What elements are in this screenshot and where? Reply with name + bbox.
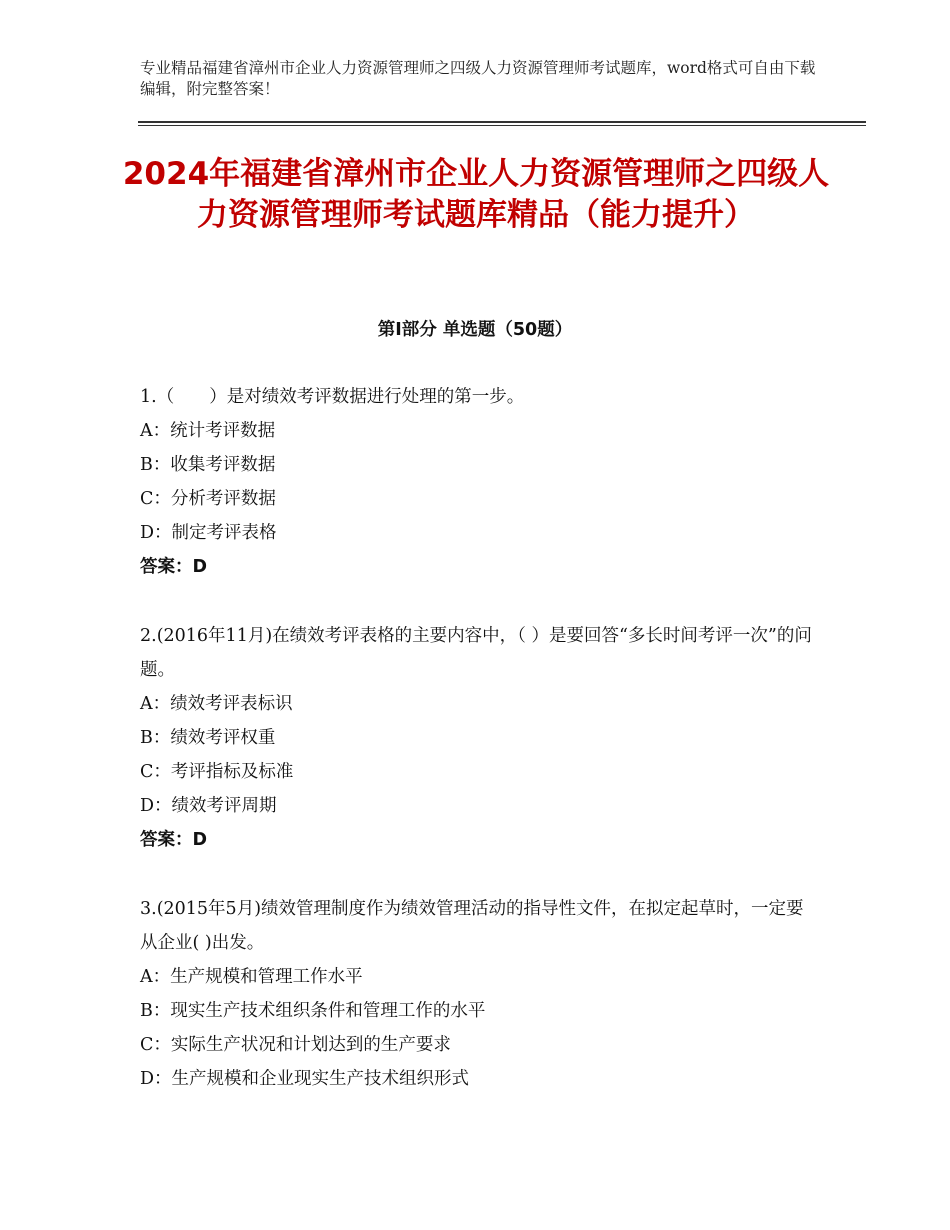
answer-label: 答案：D [140,830,208,850]
question-stem: 1.（ ）是对绩效考评数据进行处理的第一步。 [140,387,525,407]
answer-label: 答案：D [140,557,208,577]
question-1 [140,380,820,584]
option-c: C：考评指标及标准 [140,762,294,782]
option-d: D：制定考评表格 [140,523,277,543]
question-3 [140,892,820,1096]
section-title: 第Ⅰ部分 单选题（50题） [377,320,573,340]
header-rule-thick [138,121,866,123]
option-a: A：生产规模和管理工作水平 [140,967,363,987]
option-d: D：生产规模和企业现实生产技术组织形式 [140,1069,470,1089]
question-2 [140,619,820,857]
header-rule-thin [138,125,866,126]
question-stem: 3.(2015年5月)绩效管理制度作为绩效管理活动的指导性文件，在拟定起草时，一定要从企业( )出发。 [140,899,804,953]
option-d: D：绩效考评周期 [140,796,277,816]
option-c: C：实际生产状况和计划达到的生产要求 [140,1035,451,1055]
option-a: A：统计考评数据 [140,421,276,441]
header-note: 专业精品福建省漳州市企业人力资源管理师之四级人力资源管理师考试题库，word格式可自由下载编辑，附完整答案！ [140,59,816,98]
option-b: B：收集考评数据 [140,455,276,475]
option-b: B：绩效考评权重 [140,728,276,748]
option-c: C：分析考评数据 [140,489,276,509]
document-title: 2024年福建省漳州市企业人力资源管理师之四级人力资源管理师考试题库精品（能力提升） [122,156,830,233]
option-b: B：现实生产技术组织条件和管理工作的水平 [140,1001,486,1021]
option-a: A：绩效考评表标识 [140,694,293,714]
question-stem: 2.(2016年11月)在绩效考评表格的主要内容中，（ ）是要回答“多长时间考评一次”的问题。 [140,626,812,680]
